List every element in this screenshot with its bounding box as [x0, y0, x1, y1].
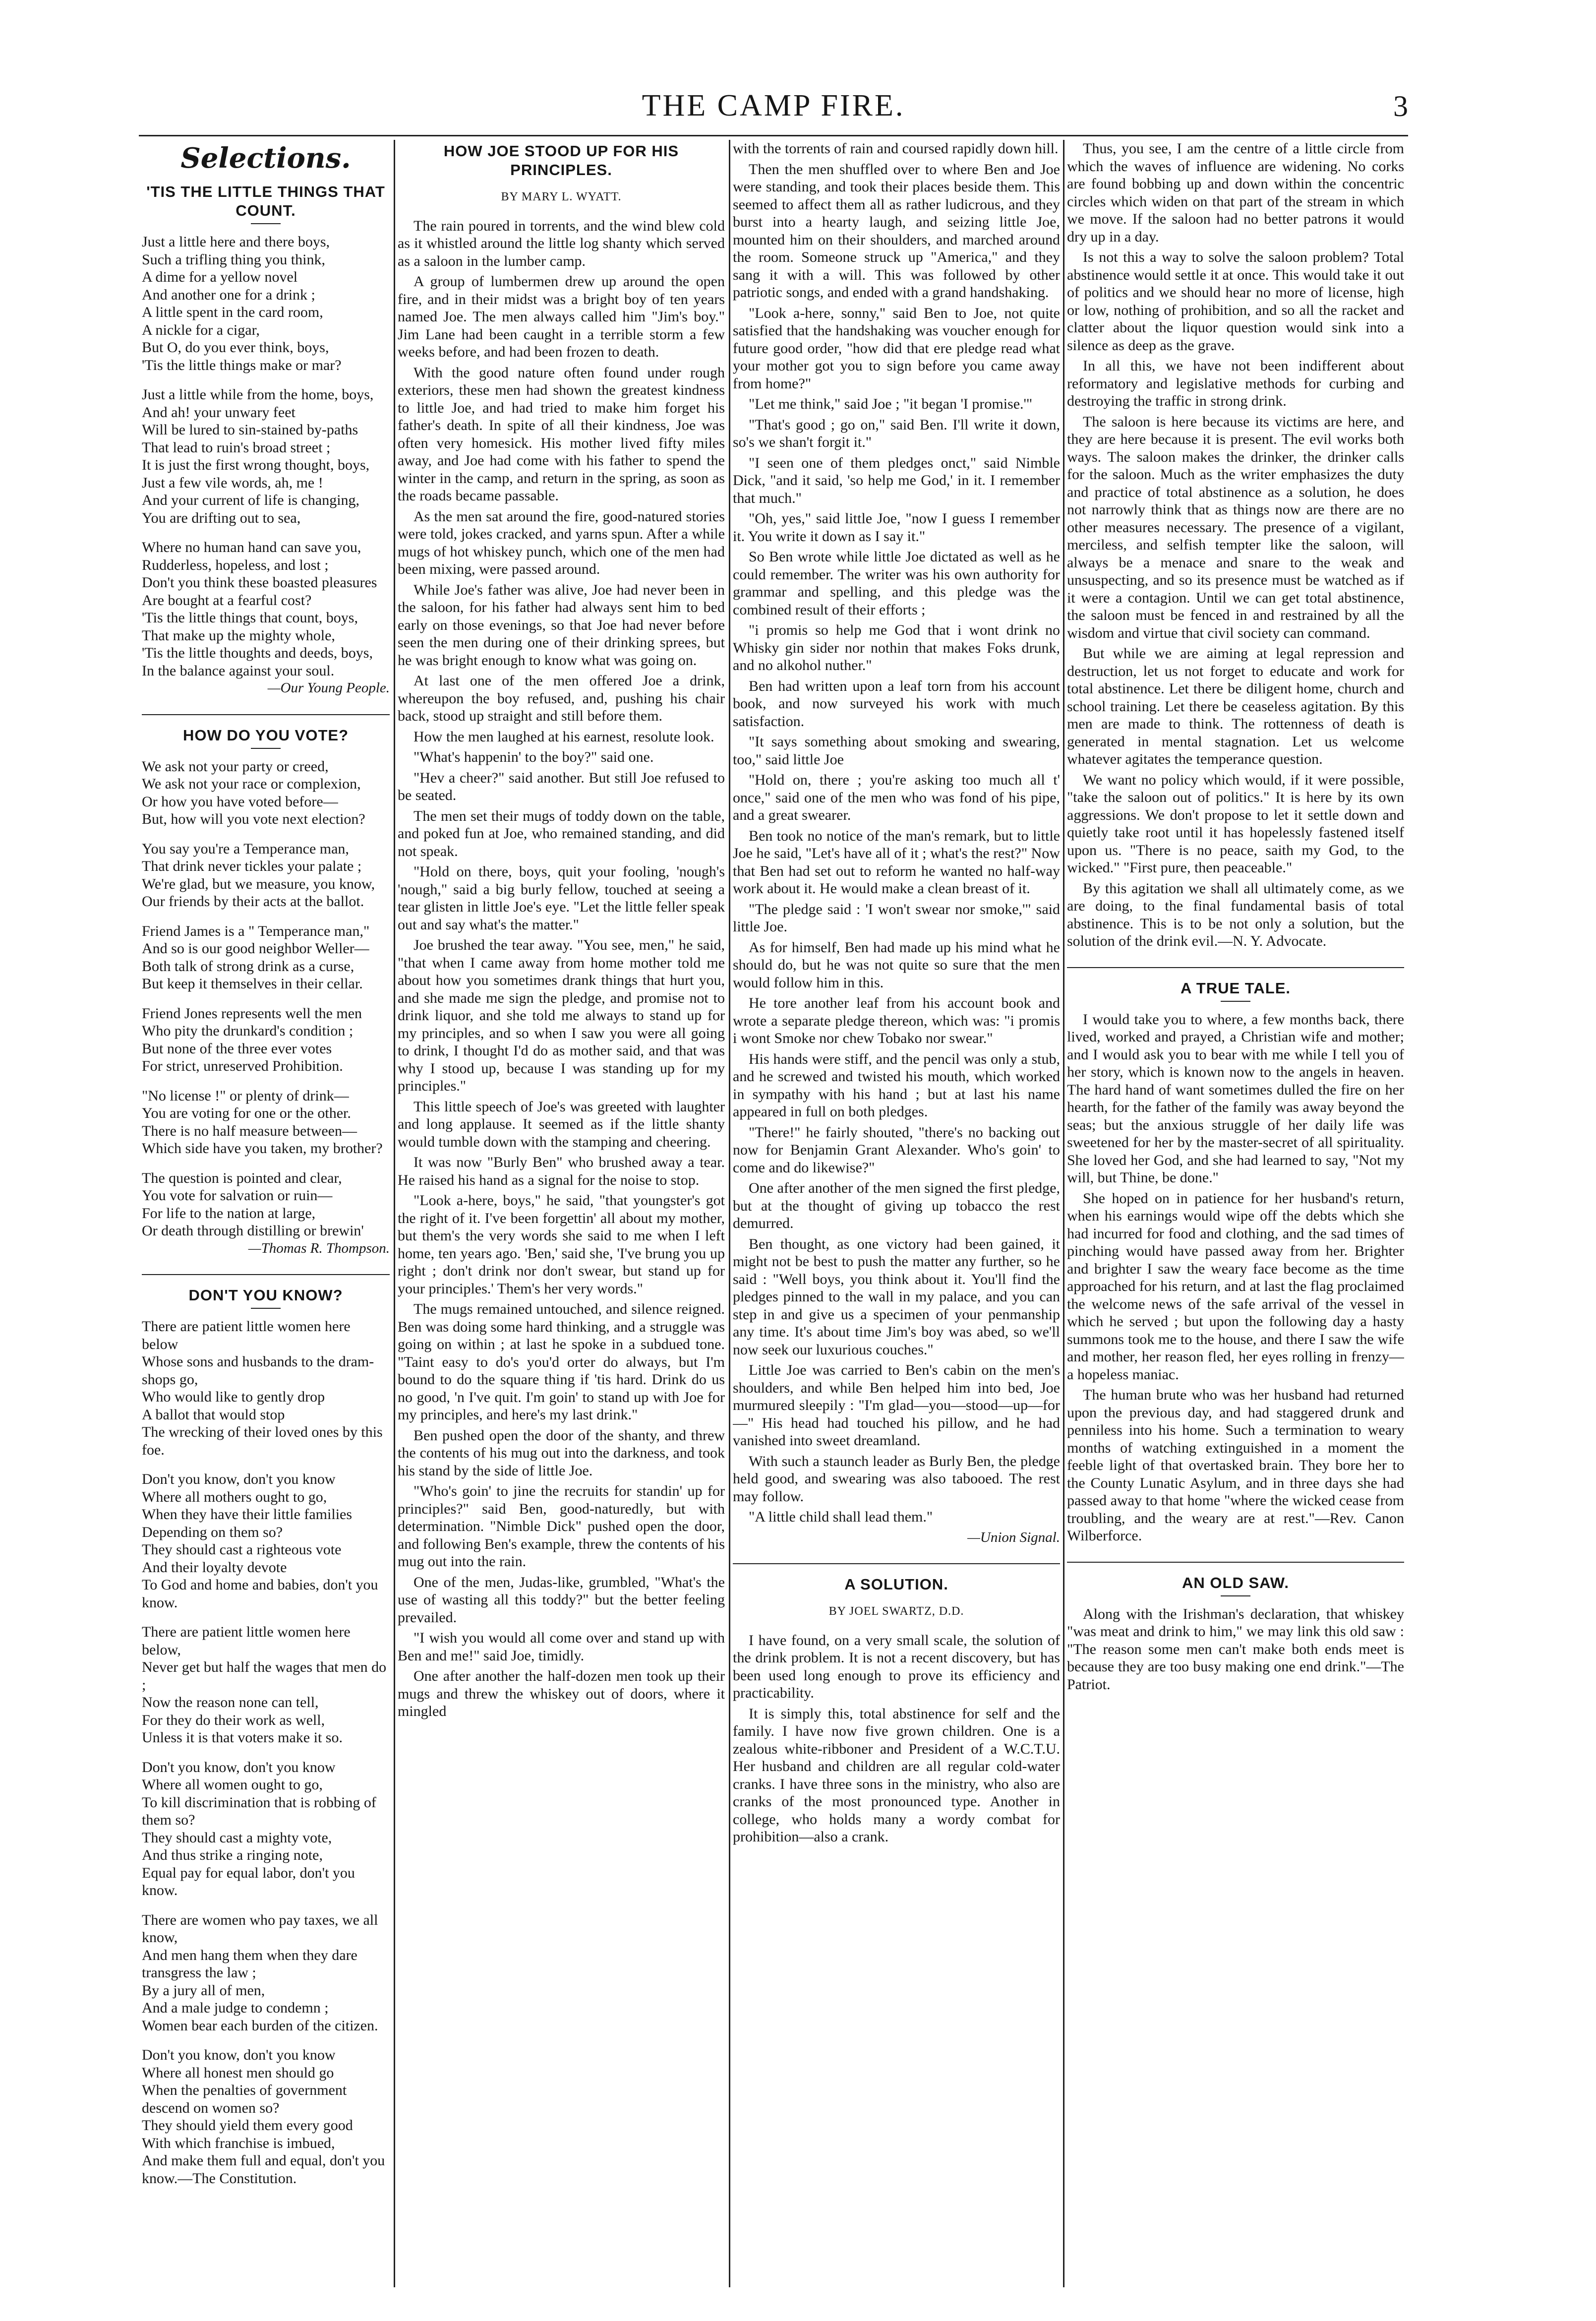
- poem-stanza: Where no human hand can save you, Rudderless, hopeless, and lost ; Don't you think these boasted pleasures Are bought at a fearful cost? 'Tis the little things that count, boys, That make up the mighty whole, 'Tis the little thoughts and deeds, boys, In the balance against your soul.: [142, 539, 377, 679]
- masthead-rule: [139, 135, 1408, 136]
- article-paragraph: But while we are aiming at legal repression and destruction, let us not forget to educate and work for total abstinence. Let there be diligent home, church and school training. Let there be ceaseless agitation. By this men are made to think. The rottenness of death is generated in mental stagnation. Let us welcome whatever agitates the temperance question.: [1067, 645, 1404, 767]
- article-paragraph: A group of lumbermen drew up around the open fire, and in their midst was a bright boy of ten years named Joe. The men always called him "Jim's boy." Jim Lane had been caught in a terrible storm a few weeks before, and had been frozen to death.: [398, 273, 725, 360]
- article-credit: —Union Signal.: [967, 1529, 1060, 1545]
- divider: [1067, 967, 1404, 968]
- article-paragraph: Ben thought, as one victory had been gained, it might not be best to push the matter any further, so he said : "Well boys, you think about it. You'll find the pledges pinned to the wall in my palace, and you can step in and give us a specimen of your penmanship any time. It's about time Jim's boy was abed, so we'll now seek our luxurious couches.": [733, 1235, 1060, 1358]
- column-divider: [729, 140, 730, 2287]
- article-paragraph: "Let me think," said Joe ; "it began 'I promise.'": [749, 396, 1033, 412]
- column-divider: [1063, 140, 1064, 2287]
- article-paragraph: While Joe's father was alive, Joe had never been in the saloon, for his father had always sent him to bed early on those evenings, so that Joe had never before seen the men during one of their drinking sprees, but he was bright enough to know what was going on.: [398, 581, 725, 669]
- section-heading: Selections.: [180, 142, 351, 175]
- article-paragraph: How the men laughed at his earnest, resolute look.: [414, 728, 714, 745]
- article-paragraph: One of the men, Judas-like, grumbled, "What's the use of wasting all this toddy?" but the better feeling prevailed.: [398, 1574, 725, 1626]
- article-paragraph: In all this, we have not been indifferent about reformatory and legislative methods for curbing and destroying the traffic in strong drink.: [1067, 358, 1404, 409]
- poem-stanza: Just a little here and there boys, Such a trifling thing you think, A dime for a yellow novel And another one for a drink ; A little spent in the card room, A nickle for a cigar, But O, do you ever think, boys, 'Tis the little things make or mar?: [142, 234, 342, 373]
- article-paragraph: Ben took no notice of the man's remark, but to little Joe he said, "Let's have all of it ; what's the rest?" Now that Ben had set out to reform he wanted no half-way work about it. He would make a clean breast of it.: [733, 827, 1060, 897]
- article-paragraph: Then the men shuffled over to where Ben and Joe were standing, and took their places beside them. This seemed to affect them all as rather ludicrous, and they burst into a hearty laugh, and seizing little Joe, mounted him on their shoulders, and marched around the room. Someone struck up "America," and they sang it with a will. This was followed by other patriotic songs, and ended with a grand handshaking.: [733, 161, 1060, 301]
- column-3: [733, 140, 1060, 2287]
- article-paragraph: "The pledge said : 'I won't swear nor smoke,'" said little Joe.: [733, 901, 1060, 935]
- article-body: [398, 217, 725, 1720]
- article-paragraph: "There!" he fairly shouted, "there's no backing out now for Benjamin Grant Alexander. Who's goin' to come and do likewise?": [733, 1124, 1060, 1176]
- divider: [251, 1308, 281, 1309]
- newspaper-title: THE CAMP FIRE.: [642, 89, 905, 122]
- column-1: [142, 140, 390, 2287]
- article-paragraph: The rain poured in torrents, and the wind blew cold as it whistled around the little log shanty which served as a saloon in the lumber camp.: [398, 217, 725, 269]
- article-paragraph: It is simply this, total abstinence for self and the family. I have now five grown children. One is a zealous white-ribboner and President of a W.C.T.U. Her husband and children are all regular cold-water cranks. I have three sons in the ministry, who also are cranks of the most pronounced type. Another in college, who holds many a wordy combat for prohibition—also a crank.: [733, 1705, 1060, 1845]
- article-paragraph: We want no policy which would, if it were possible, "take the saloon out of politics." It is here by its own aggressions. We don't propose to let it settle down and quietly take root until it has hopelessly fastened itself upon us. "There is no peace, saith my God, to the wicked." "First pure, then peaceable.": [1067, 771, 1404, 876]
- article-paragraph: "Look a-here, boys," he said, "that youngster's got the right of it. I've been forgettin' all about my mother, but them's the very words she said to me when I left home, ten years ago. 'Ben,' said she, 'I've brung you up right ; don't drink nor don't swear, but stand up for your principles.' Them's her very words.": [398, 1192, 725, 1297]
- article-title: A TRUE TALE.: [1180, 979, 1291, 997]
- article-paragraph: I have found, on a very small scale, the solution of the drink problem. It is not a recent discovery, but has been used long enough to prove its efficiency and practicability.: [733, 1632, 1060, 1701]
- divider: [733, 1563, 1060, 1564]
- article-paragraph: By this agitation we shall all ultimately come, as we are doing, to the final fundamental basis of total abstinence. This is to be not only a solution, but the solution of the drink evil.—N. Y. Advocate.: [1067, 880, 1404, 949]
- poem-stanza: Friend Jones represents well the men Who pity the drunkard's condition ; But none of the three ever votes For strict, unreserved Prohibition.: [142, 1005, 362, 1074]
- poem-stanza: There are women who pay taxes, we all know, And men hang them when they dare transgress the law ; By a jury all of men, And a male judge to condemn ; Women bear each burden of the citizen.: [142, 1911, 378, 2034]
- article-paragraph: with the torrents of rain and coursed rapidly down hill.: [733, 140, 1059, 157]
- article-paragraph: His hands were stiff, and the pencil was only a stub, and he screwed and twisted his mouth, which worked in sympathy with his hand ; but at last his name appeared in full on both pledges.: [733, 1050, 1060, 1120]
- article-paragraph: "Hold on there, boys, quit your fooling, 'nough's 'nough," said a big burly fellow, touched at seeing a tear glisten in little Joe's eye. "Let the little feller speak out and say what's the matter.": [398, 863, 725, 933]
- article-paragraph: "Hev a cheer?" said another. But still Joe refused to be seated.: [398, 769, 725, 803]
- article-paragraph: She hoped on in patience for her husband's return, when his earnings would wipe off the debts which she had incurred for food and clothing, and the sad times of pinching would have passed away from her. Brighter and brighter I saw the weary face become as the time approached for his return, and at last the flag proclaimed the welcome news of the safe arrival of the vessel in which he served ; but upon the following day a hasty summons took me to the house, and there I saw the wife and mother, her reason fled, her eyes rolling in frenzy—a hopeless maniac.: [1067, 1190, 1404, 1383]
- poem-stanza: Friend James is a " Temperance man," And so is our good neighbor Weller— Both talk of strong drink as a curse, But keep it themselves in their cellar.: [142, 922, 370, 992]
- poem-stanza: Don't you know, don't you know Where all mothers ought to go, When they have their little families Depending on them so? They should cast a righteous vote And their loyalty devote To God and home and babies, don't you know.: [142, 1471, 378, 1611]
- poem: [142, 233, 390, 679]
- article-paragraph: Ben pushed open the door of the shanty, and threw the contents of his mug out into the darkness, and took his stand by the side of little Joe.: [398, 1427, 725, 1479]
- article-title: AN OLD SAW.: [1182, 1574, 1289, 1591]
- article-paragraph: I would take you to where, a few months back, there lived, worked and prayed, a Christian wife and mother; and I would ask you to bear with me while I tell you of her story, which is known now to the angels in heaven. The hard hand of want sometimes dulled the fire on her hearth, for the father of the family was away beyond the seas; but the anxious struggle of her daily life was sweetened for her by the master-secret of all spirituality. She loved her God, and she had learned to say, "Not my will, but Thine, be done.": [1067, 1011, 1404, 1186]
- poem-stanza: Just a little while from the home, boys, And ah! your unwary feet Will be lured to sin-stained by-paths That lead to ruin's broad street ; It is just the first wrong thought, boys, Just a few vile words, ah, me ! And your current of life is changing, You are drifting out to sea,: [142, 386, 374, 526]
- article-byline: BY JOEL SWARTZ, D.D.: [828, 1605, 964, 1618]
- article-paragraph: With such a staunch leader as Burly Ben, the pledge held good, and swearing was also tabooed. The rest may follow.: [733, 1453, 1060, 1505]
- column-2: [398, 140, 725, 2287]
- article-byline: BY MARY L. WYATT.: [501, 190, 622, 203]
- poem-stanza: Don't you know, don't you know Where all honest men should go When the penalties of government descend on women so? They should yield them every good With which franchise is imbued, And make them full and equal, don't you know.—The Constitution.: [142, 2047, 385, 2187]
- divider: [1067, 1562, 1404, 1563]
- poem-stanza: There are patient little women here below Whose sons and husbands to the dram-shops go, Who would like to gently drop A ballot that would stop The wrecking of their loved ones by this foe.: [142, 1318, 383, 1458]
- column-4: [1067, 140, 1404, 2287]
- poem-title: HOW DO YOU VOTE?: [182, 726, 349, 744]
- article-paragraph: As for himself, Ben had made up his mind what he should do, but he was not quite so sure that the men would follow him in this.: [733, 939, 1060, 991]
- article-title: A SOLUTION.: [844, 1576, 948, 1593]
- article-paragraph: "I wish you would all come over and stand up with Ben and me!" said Joe, timidly.: [398, 1630, 725, 1664]
- poem-credit: —Thomas R. Thompson.: [248, 1240, 390, 1256]
- divider: [251, 223, 281, 224]
- article-paragraph: "Look a-here, sonny," said Ben to Joe, not quite satisfied that the handshaking was voucher enough for future good order, "how did that ere pledge read what your mother got you to sign before you came away from home?": [733, 305, 1060, 392]
- article-paragraph: Thus, you see, I am the centre of a little circle from which the waves of influence are widening. No corks are found bobbing up and down within the concentric circles which widen on that part of the stream in which we move. If the saloon had no better patrons it would dry up in a day.: [1067, 140, 1404, 245]
- poem-stanza: Don't you know, don't you know Where all women ought to go, To kill discrimination that is robbing of them so? They should cast a mighty vote, And thus strike a ringing note, Equal pay for equal labor, don't you know.: [142, 1759, 376, 1898]
- article-paragraph: Little Joe was carried to Ben's cabin on the men's shoulders, and while Ben helped him into bed, Joe murmured sleepily : "I'm glad—you—stood—up—for—" His head had touched his pillow, and he had vanished into sweet dreamland.: [733, 1362, 1060, 1449]
- article-paragraph: "That's good ; go on," said Ben. I'll write it down, so's we shan't forgit it.": [733, 416, 1060, 450]
- masthead: [139, 83, 1408, 138]
- article-paragraph: At last one of the men offered Joe a drink, whereupon the boy refused, and, pushing his chair back, stood up straight and still before them.: [398, 672, 725, 724]
- article-paragraph: Along with the Irishman's declaration, that whiskey "was meat and drink to him," we may link this old saw : "The reason some men can't make both ends meet is because they are too busy making one end drink."—The Patriot.: [1067, 1605, 1404, 1693]
- column-divider: [394, 140, 395, 2287]
- article-paragraph: One after another of the men signed the first pledge, but at the thought of giving up tobacco the rest demurred.: [733, 1180, 1060, 1231]
- article-paragraph: One after another the half-dozen men took up their mugs and threw the whiskey out of doors, where it mingled: [398, 1668, 725, 1719]
- article-paragraph: Is not this a way to solve the saloon problem? Total abstinence would settle it at once. This would take it out of politics and we should hear no more of license, high or low, nothing of prohibition, and so all the racket and clatter about the liquor question would sink into a silence as deep as the grave.: [1067, 249, 1404, 354]
- article-paragraph: With the good nature often found under rough exteriors, these men had shown the greatest kindness to little Joe, and had tried to make him forget his father's death. In spite of all their kindness, Joe was often very homesick. His mother lived fifty miles away, and Joe had come with his father to spend the winter in the camp, and return in the spring, as soon as the roads became passable.: [398, 364, 725, 504]
- poem: [142, 1318, 390, 2187]
- article-paragraph: The men set their mugs of toddy down on the table, and poked fun at Joe, who remained standing, and did not speak.: [398, 807, 725, 859]
- divider: [142, 1274, 390, 1275]
- divider: [251, 748, 281, 749]
- article-paragraph: The human brute who was her husband had returned upon the previous day, and had staggered drunk and penniless into his home. Such a termination to weary months of watching extinguished in a moment the feeble light of that overtasked brain. They bore her to the County Lunatic Asylum, and in three days she had passed away to that home "where the wicked cease from troubling, and the weary are at rest."—Rev. Canon Wilberforce.: [1067, 1387, 1404, 1544]
- poem-stanza: You say you're a Temperance man, That drink never tickles your palate ; We're glad, but we measure, you know, Our friends by their acts at the ballot.: [142, 840, 375, 910]
- poem-title: DON'T YOU KNOW?: [188, 1286, 343, 1304]
- page-number: 3: [1393, 90, 1408, 122]
- article-paragraph: This little speech of Joe's was greeted with laughter and long applause. It seemed as if the little shanty would tumble down with the stamping and cheering.: [398, 1098, 725, 1150]
- article-body: [733, 140, 1060, 1526]
- article-paragraph: As the men sat around the fire, good-natured stories were told, jokes cracked, and yarns spun. After a while mugs of hot whiskey punch, which one of the men had been mixing, were passed around.: [398, 508, 725, 577]
- article-paragraph: "It says something about smoking and swearing, too," said little Joe: [733, 733, 1060, 768]
- poem: [142, 758, 390, 1240]
- article-paragraph: The mugs remained untouched, and silence reigned. Ben was doing some hard thinking, and a struggle was going on within ; at last he spoke in a subdued tone. "Taint easy to do's you'd orter do always, but I'm bound to do the square thing if 'tis hard. Drink do us no good, 'n I've quit. I'm goin' to stand up with Joe for my principles, and here's my last drink.": [398, 1301, 725, 1423]
- article-paragraph: "Who's goin' to jine the recruits for standin' up for principles?" said Ben, good-naturedly, but with determination. "Nimble Dick" pushed open the door, and following Ben's example, threw the contents of his mug out into the rain.: [398, 1483, 725, 1570]
- article-body: [1067, 140, 1404, 950]
- article-paragraph: "I seen one of them pledges onct," said Nimble Dick, "and it said, 'so help me God,' in it. I remember that much.": [733, 454, 1060, 506]
- article-paragraph: "Hold on, there ; you're asking too much all t' once," said one of the men who was fond of his pipe, and a great swearer.: [733, 772, 1060, 823]
- article-title: HOW JOE STOOD UP FOR HIS PRINCIPLES.: [443, 142, 679, 179]
- poem-stanza: We ask not your party or creed, We ask not your race or complexion, Or how you have voted before— But, how will you vote next election?: [142, 758, 365, 827]
- article-paragraph: Ben had written upon a leaf torn from his account book, and now surveyed his work with much satisfaction.: [733, 677, 1060, 730]
- article-paragraph: The saloon is here because its victims are here, and they are here because it is present. The evil works both ways. The saloon makes the drinker, the drinker calls for the saloon. Much as the writer emphasizes the duty and practice of total abstinence as a solution, he does not narrowly think that as things now are there are no other measures necessary. The presence of a vigilant, merciless, and selfish tempter like the saloon, will always be a menace and snare to the weak and unsuspecting, and so its presence must be watched as if it were a contagion. Until we can get total abstinence, the saloon must be fenced in and restrained by all the wisdom and virtue that civil society can command.: [1067, 413, 1404, 641]
- divider: [1221, 1001, 1250, 1002]
- divider: [1221, 1595, 1250, 1596]
- poem-credit: —Our Young People.: [267, 680, 390, 696]
- poem-title: 'TIS THE LITTLE THINGS THAT COUNT.: [146, 183, 385, 219]
- poem-stanza: There are patient little women here below, Never get but half the wages that men do ; Now the reason none can tell, For they do their work as well, Unless it is that voters make it so.: [142, 1624, 387, 1746]
- article-paragraph: "Oh, yes," said little Joe, "now I guess I remember it. You write it down as I say it.": [733, 510, 1060, 545]
- poem-stanza: "No license !" or plenty of drink— You are voting for one or the other. There is no half measure between— Which side have you taken, my brother?: [142, 1087, 383, 1157]
- article-paragraph: It was now "Burly Ben" who brushed away a tear. He raised his hand as a signal for the noise to stop.: [398, 1154, 725, 1188]
- divider: [142, 714, 390, 715]
- poem-stanza: The question is pointed and clear, You vote for salvation or ruin— For life to the nation at large, Or death through distilling or brewin': [142, 1169, 364, 1239]
- article-paragraph: "What's happenin' to the boy?" said one.: [414, 749, 654, 765]
- article-paragraph: "A little child shall lead them.": [749, 1509, 933, 1525]
- article-paragraph: So Ben wrote while little Joe dictated as well as he could remember. The writer was his own authority for grammar and spelling, and this pledge was the combined result of their efforts ;: [733, 549, 1060, 618]
- article-paragraph: He tore another leaf from his account book and wrote a separate pledge thereon, which was: "i promis i wont Smoke nor chew Tobako nor swear.": [733, 995, 1060, 1046]
- article-paragraph: "i promis so help me God that i wont drink no Whisky gin sider nor nothin that makes Foks drunk, and no alkohol nuther.": [733, 622, 1060, 673]
- article-paragraph: Joe brushed the tear away. "You see, men," he said, "that when I came away from home mother told me about how you sometimes drank things that hurt you, and she made me sign the pledge, and promise not to drink liquor, and she told me always to stand up for my principles, and so when I saw you were all going to drink, I thought I'd do as mother said, and that was why I stood up, because I was standing up for my principles.": [398, 937, 725, 1094]
